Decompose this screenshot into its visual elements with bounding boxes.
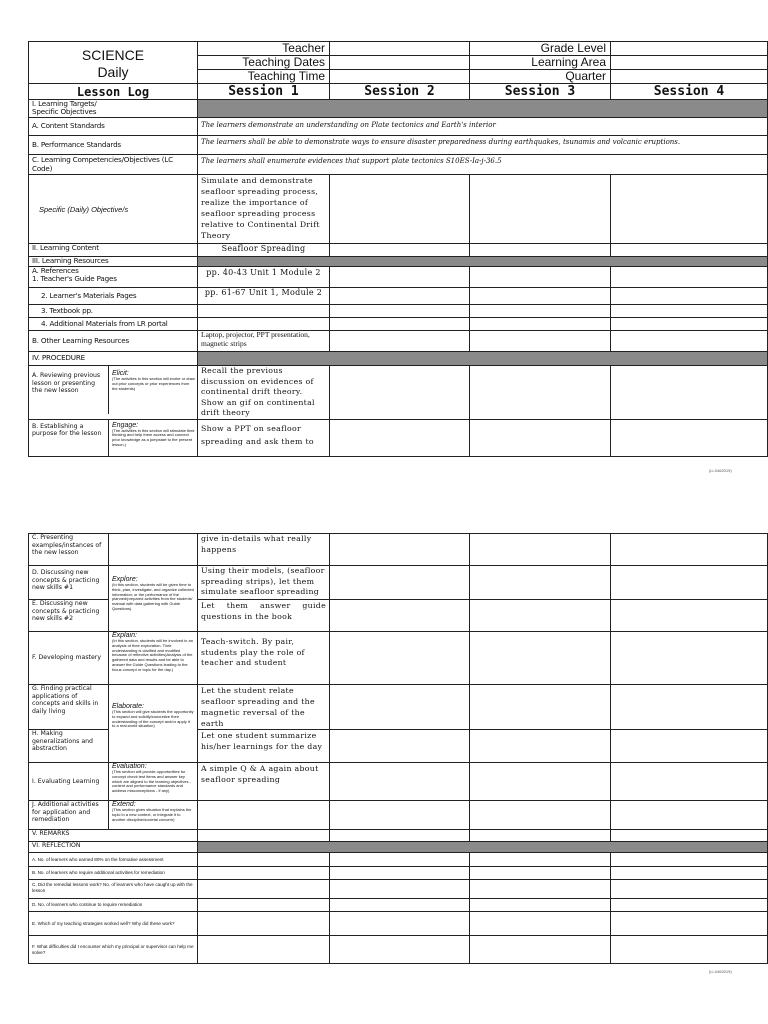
reflection-f-session4[interactable]: [611, 936, 768, 964]
elicit-block: [109, 366, 197, 414]
document-code: (Li-0462019): [709, 468, 732, 473]
explain-heading: Explain:: [112, 632, 137, 639]
purpose-session2[interactable]: [330, 419, 470, 456]
other-resources-session3[interactable]: [470, 331, 611, 352]
grey-bar: [198, 100, 768, 118]
grey-bar: [198, 352, 768, 366]
specific-objective-session4[interactable]: [611, 175, 768, 244]
lesson-log-title: Lesson Log: [29, 84, 198, 100]
elaborate-heading: Elaborate:: [112, 703, 144, 710]
additional-activities-label: J. Additional activities for application and remediation: [29, 801, 109, 830]
reflection-d-label: D. No. of learners who continue to require remediation: [29, 899, 198, 912]
presenting-session3[interactable]: [470, 534, 611, 566]
reflection-c-session3[interactable]: [470, 880, 611, 899]
learning-content-session3[interactable]: [470, 244, 611, 257]
remarks-session3[interactable]: [470, 830, 611, 842]
reflection-e-session1[interactable]: [198, 912, 330, 936]
grey-bar: [198, 842, 768, 853]
reflection-label: VI. REFLECTION: [29, 842, 198, 853]
presenting-phase: [109, 534, 198, 566]
teaching-time-label: Teaching Time: [198, 70, 330, 84]
teacher-value[interactable]: [330, 42, 470, 56]
learning-targets-label: I. Learning Targets/ Specific Objectives: [29, 100, 198, 118]
discussing2-label: E. Discussing new concepts & practicing new skills #2: [29, 600, 109, 632]
purpose-session1[interactable]: Show a PPT on seafloor spreading and ask them to: [198, 419, 330, 456]
reflection-a-session1[interactable]: [198, 853, 330, 867]
evaluating-session2[interactable]: [330, 763, 470, 801]
teaching-dates-value[interactable]: [330, 56, 470, 70]
additional-activities-session3[interactable]: [470, 801, 611, 830]
review-label-cell: [29, 366, 198, 420]
specific-objective-session1[interactable]: Simulate and demonstrate seafloor spreading process, realize the importance of seafloor spreading process relative to Continental Drift Theory: [198, 175, 330, 244]
remarks-session1[interactable]: [198, 830, 330, 842]
content-standards-value[interactable]: The learners demonstrate an understanding on Plate tectonics and Earth's interior: [198, 118, 768, 136]
reflection-b-session1[interactable]: [198, 867, 330, 880]
remarks-session2[interactable]: [330, 830, 470, 842]
discussing1-session2[interactable]: [330, 566, 470, 600]
competencies-label: C. Learning Competencies/Objectives (LC Code): [29, 155, 198, 175]
elaborate-description: (This section will give students the opportunity to expand and solidify/concretize their understanding of the concept and/or apply it to a real-world situation): [112, 709, 194, 729]
elicit-heading: Elicit:: [112, 370, 129, 377]
evaluating-label: I. Evaluating Learning: [29, 763, 109, 801]
learning-content-session4[interactable]: [611, 244, 768, 257]
engage-block: [109, 420, 197, 456]
review-session3[interactable]: [470, 366, 611, 420]
reflection-b-label: B. No. of learners who require additional activities for remediation: [29, 867, 198, 880]
explain-block: [109, 632, 198, 685]
tg-pages-session3[interactable]: [470, 267, 611, 288]
discussing1-session1[interactable]: Using their models, (seafloor spreading strips), let them simulate seafloor spreading: [198, 566, 330, 600]
textbook-session2[interactable]: [330, 305, 470, 318]
grade-level-label: Grade Level: [470, 42, 611, 56]
additional-materials-label: 4. Additional Materials from LR portal: [29, 318, 198, 331]
additional-materials-session3[interactable]: [470, 318, 611, 331]
textbook-session3[interactable]: [470, 305, 611, 318]
remarks-session4[interactable]: [611, 830, 768, 842]
additional-materials-session1[interactable]: [198, 318, 330, 331]
learning-content-session2[interactable]: [330, 244, 470, 257]
evaluation-heading: Evaluation:: [112, 763, 147, 770]
presenting-session4[interactable]: [611, 534, 768, 566]
review-session4[interactable]: [611, 366, 768, 420]
reflection-f-session1[interactable]: [198, 936, 330, 964]
additional-activities-session1[interactable]: [198, 801, 330, 830]
mastery-session3[interactable]: [470, 632, 611, 685]
discussing2-session1[interactable]: Let them answer guide questions in the book: [198, 600, 330, 632]
tg-pages-session1[interactable]: pp. 40-43 Unit 1 Module 2: [198, 267, 330, 288]
learning-resources-label: III. Learning Resources: [29, 257, 198, 267]
generalizations-session2[interactable]: [330, 730, 470, 763]
session-2-header: Session 2: [330, 84, 470, 100]
title-block: [29, 42, 198, 84]
elicit-description: (The activities in this section will evoke or draw out prior concepts or prior experiences from the students): [112, 376, 195, 391]
reflection-a-label: A. No. of learners who earned 80% on the formative assessment: [29, 853, 198, 867]
engage-description: (The activities in this section will stimulate their thinking and help them access and connect prior knowledge as a jumpstart to the present lesson.): [112, 427, 195, 447]
purpose-session4[interactable]: [611, 419, 768, 456]
reflection-d-session2[interactable]: [330, 899, 470, 912]
specific-objective-session3[interactable]: [470, 175, 611, 244]
explore-heading: Explore:: [112, 576, 138, 583]
additional-materials-session2[interactable]: [330, 318, 470, 331]
grade-level-value[interactable]: [611, 42, 768, 56]
mastery-session4[interactable]: [611, 632, 768, 685]
textbook-session1[interactable]: [198, 305, 330, 318]
extend-description: (This section gives situation that explains the topic in a new context, or integrate it to another discipline/societal concern): [112, 807, 192, 822]
explore-description: (In this section, students will be given time to think, plan, investigate, and organize collected information; or the performance of the planned/prepared activities from the students' manual with data gathering with Guide Questions): [112, 582, 194, 611]
teacher-label: Teacher: [198, 42, 330, 56]
page-two: [28, 533, 767, 964]
reflection-f-label: F. What difficulties did I encounter which my principal or supervisor can help me solve?: [29, 936, 198, 964]
reflection-e-session4[interactable]: [611, 912, 768, 936]
mastery-label: F. Developing mastery: [29, 632, 109, 685]
discussing1-session4[interactable]: [611, 566, 768, 600]
presenting-label: C. Presenting examples/instances of the new lesson: [29, 534, 109, 566]
competencies-value[interactable]: The learners shall enumerate evidences that support plate tectonics S10ES-Ia-j-36.5: [198, 155, 768, 175]
mastery-session1[interactable]: Teach-switch. By pair, students play the role of teacher and student: [198, 632, 330, 685]
evaluation-description: (This section will provide opportunities for concept check test items and answer key which are aligned to the learning objectives - content and performance standards and address misconceptions - if any): [112, 769, 191, 794]
performance-standards-value[interactable]: The learners shall be able to demonstrate ways to ensure disaster preparedness during earthquakes, tsunamis and volcanic eruptions.: [198, 136, 768, 155]
lm-pages-session2[interactable]: [330, 288, 470, 305]
lesson-log-table-page1: [28, 41, 768, 457]
reflection-e-session3[interactable]: [470, 912, 611, 936]
discussing2-session4[interactable]: [611, 600, 768, 632]
generalizations-label: H. Making generalizations and abstraction: [29, 730, 109, 763]
applications-session2[interactable]: [330, 685, 470, 730]
discussing1-label: D. Discussing new concepts & practicing new skills #1: [29, 566, 109, 600]
quarter-label: Quarter: [470, 70, 611, 84]
lm-pages-label: 2. Learner's Materials Pages: [29, 288, 198, 305]
lm-pages-session4[interactable]: [611, 288, 768, 305]
tg-pages-session2[interactable]: [330, 267, 470, 288]
discussing2-session2[interactable]: [330, 600, 470, 632]
subject-title: SCIENCE: [81, 46, 145, 63]
reflection-e-session2[interactable]: [330, 912, 470, 936]
daily-title: Daily: [97, 63, 129, 80]
reflection-d-session3[interactable]: [470, 899, 611, 912]
tg-pages-session4[interactable]: [611, 267, 768, 288]
elaborate-block: [109, 685, 198, 763]
reflection-b-session2[interactable]: [330, 867, 470, 880]
review-session2[interactable]: [330, 366, 470, 420]
additional-materials-session4[interactable]: [611, 318, 768, 331]
evaluating-session3[interactable]: [470, 763, 611, 801]
content-standards-label: A. Content Standards: [29, 118, 198, 136]
reflection-f-session2[interactable]: [330, 936, 470, 964]
teaching-dates-label: Teaching Dates: [198, 56, 330, 70]
explore-block: [109, 566, 198, 632]
performance-standards-label: B. Performance Standards: [29, 136, 198, 155]
reflection-c-session4[interactable]: [611, 880, 768, 899]
grey-bar: [198, 257, 768, 267]
generalizations-session4[interactable]: [611, 730, 768, 763]
reflection-b-session4[interactable]: [611, 867, 768, 880]
other-resources-session4[interactable]: [611, 331, 768, 352]
reflection-f-session3[interactable]: [470, 936, 611, 964]
additional-activities-session4[interactable]: [611, 801, 768, 830]
session-3-header: Session 3: [470, 84, 611, 100]
purpose-label-cell: [29, 419, 198, 456]
lm-pages-session1[interactable]: pp. 61-67 Unit 1, Module 2: [198, 288, 330, 305]
purpose-session3[interactable]: [470, 419, 611, 456]
other-resources-label: B. Other Learning Resources: [29, 331, 198, 352]
applications-session1[interactable]: Let the student relate seafloor spreading and the magnetic reversal of the earth: [198, 685, 330, 730]
presenting-session1[interactable]: give in-details what really happens: [198, 534, 330, 566]
textbook-session4[interactable]: [611, 305, 768, 318]
additional-activities-session2[interactable]: [330, 801, 470, 830]
evaluating-session1[interactable]: A simple Q & A again about seafloor spreading: [198, 763, 330, 801]
references-label: A. References 1. Teacher's Guide Pages: [29, 267, 198, 288]
generalizations-session1[interactable]: Let one student summarize his/her learnings for the day: [198, 730, 330, 763]
document-code: (Li-0462019): [709, 969, 732, 974]
reflection-a-session2[interactable]: [330, 853, 470, 867]
reflection-a-session4[interactable]: [611, 853, 768, 867]
lesson-log-table-page2: [28, 533, 768, 964]
extend-heading: Extend:: [112, 801, 136, 808]
evaluation-block: [109, 763, 198, 801]
teaching-time-value[interactable]: [330, 70, 470, 84]
mastery-session2[interactable]: [330, 632, 470, 685]
discussing2-session3[interactable]: [470, 600, 611, 632]
reflection-b-session3[interactable]: [470, 867, 611, 880]
other-resources-session1[interactable]: Laptop, projector, PPT presentation, magnetic strips: [198, 331, 330, 352]
applications-session4[interactable]: [611, 685, 768, 730]
other-resources-session2[interactable]: [330, 331, 470, 352]
learning-content-label: II. Learning Content: [29, 244, 198, 257]
reflection-e-label: E. Which of my teaching strategies worked well? Why did these work?: [29, 912, 198, 936]
review-session1[interactable]: Recall the previous discussion on evidences of continental drift theory. Show an gif on continental drift theory: [198, 366, 330, 420]
reflection-c-session1[interactable]: [198, 880, 330, 899]
textbook-label: 3. Textbook pp.: [29, 305, 198, 318]
review-label: A. Reviewing previous lesson or presenting the new lesson: [29, 366, 109, 414]
learning-content-session1[interactable]: Seafloor Spreading: [198, 244, 330, 257]
purpose-label: B. Establishing a purpose for the lesson: [29, 420, 109, 456]
generalizations-session3[interactable]: [470, 730, 611, 763]
specific-objective-session2[interactable]: [330, 175, 470, 244]
applications-label: G. Finding practical applications of concepts and skills in daily living: [29, 685, 109, 730]
reflection-d-session4[interactable]: [611, 899, 768, 912]
remarks-label: V. REMARKS: [29, 830, 198, 842]
page-one: [28, 41, 767, 457]
explain-description: (In this section, students will be involved in an analysis of their exploration. Their understanding is clarified and modified because of reflective activities)Analysis of the gathered data and results and be able to answer the Guide Questions leading to the focus concept or topic for the day.): [112, 638, 193, 672]
presenting-session2[interactable]: [330, 534, 470, 566]
evaluating-session4[interactable]: [611, 763, 768, 801]
engage-heading: Engage:: [112, 421, 139, 429]
procedure-label: IV. PROCEDURE: [29, 352, 198, 366]
session-4-header: Session 4: [611, 84, 768, 100]
learning-area-value[interactable]: [611, 56, 768, 70]
applications-session3[interactable]: [470, 685, 611, 730]
lm-pages-session3[interactable]: [470, 288, 611, 305]
specific-objective-label: Specific (Daily) Objective/s: [29, 175, 198, 244]
session-1-header: Session 1: [198, 84, 330, 100]
quarter-value[interactable]: [611, 70, 768, 84]
reflection-d-session1[interactable]: [198, 899, 330, 912]
discussing1-session3[interactable]: [470, 566, 611, 600]
reflection-c-label: C. Did the remedial lessons work? No. of learners who have caught up with the lesson: [29, 880, 198, 899]
learning-area-label: Learning Area: [470, 56, 611, 70]
reflection-c-session2[interactable]: [330, 880, 470, 899]
reflection-a-session3[interactable]: [470, 853, 611, 867]
extend-block: [109, 801, 198, 830]
